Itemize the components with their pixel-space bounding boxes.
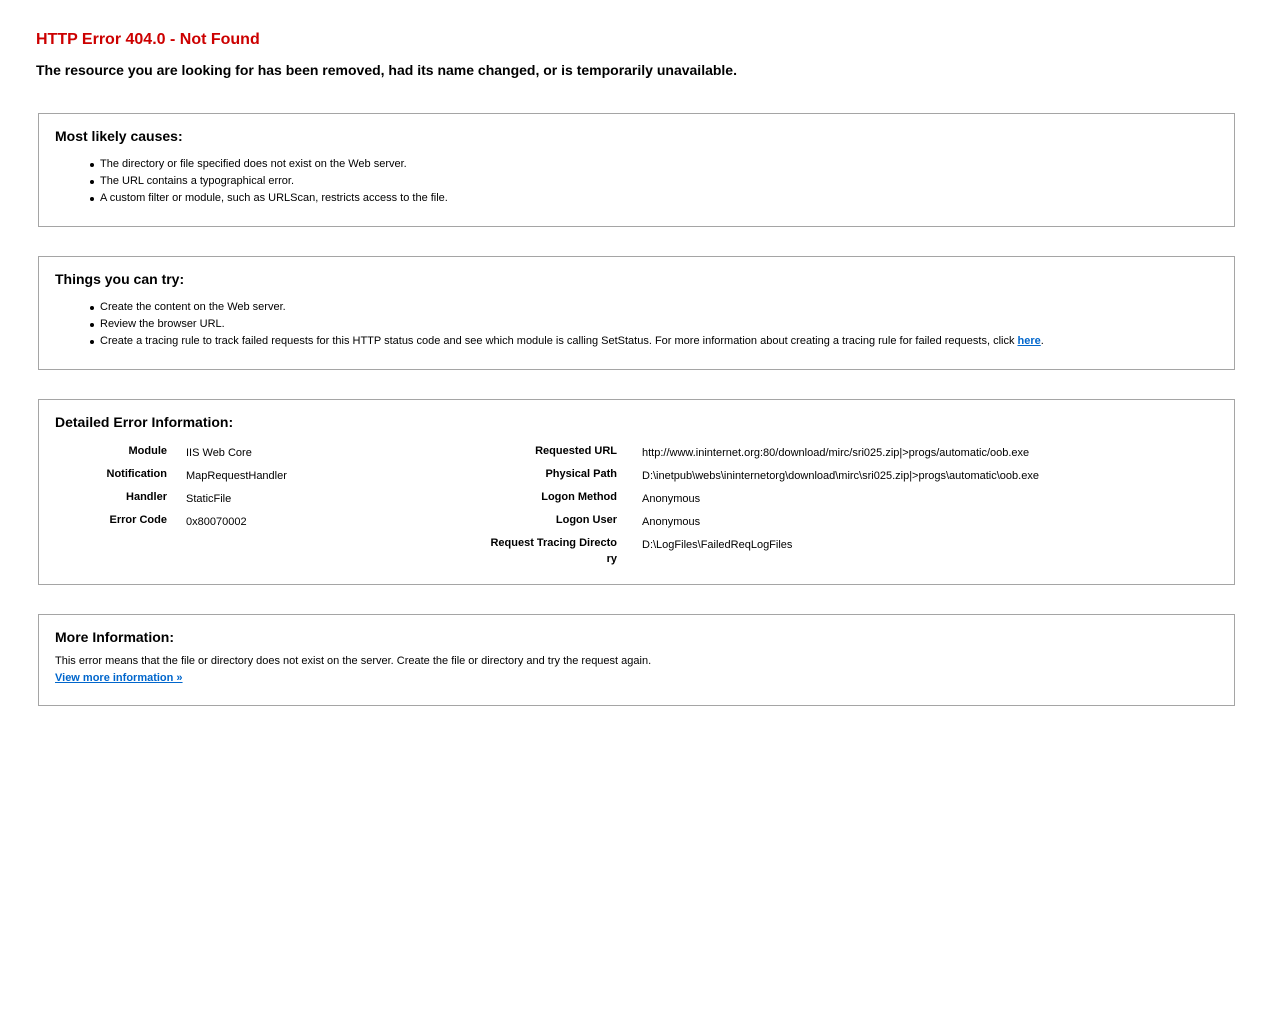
error-subtitle: The resource you are looking for has been removed, had its name changed, or is temporarily unavailable.: [36, 62, 737, 78]
handler-label: Handler: [126, 491, 167, 503]
notification-label: Notification: [106, 468, 167, 480]
module-value: IIS Web Core: [186, 447, 252, 459]
logon-method-value: Anonymous: [642, 493, 701, 505]
logon-method-label: Logon Method: [541, 491, 617, 503]
error-code-value: 0x80070002: [186, 516, 247, 528]
view-more-information-link[interactable]: View more information »: [55, 672, 183, 684]
physical-path-value: D:\inetpub\webs\ininternetorg\download\mirc\sri025.zip|>progs\automatic\oob.exe: [642, 470, 1039, 482]
logon-user-label: Logon User: [555, 514, 617, 526]
requested-url-label: Requested URL: [535, 445, 617, 457]
error-header: [36, 30, 1236, 79]
error-code-label: Error Code: [109, 514, 167, 526]
logon-user-value: Anonymous: [642, 516, 701, 528]
notification-value: MapRequestHandler: [186, 470, 287, 482]
physical-path-label: Physical Path: [545, 468, 617, 480]
tracing-label-line2: ry: [606, 553, 617, 565]
causes-list: [55, 156, 448, 207]
detailed-error-panel: [38, 399, 1235, 585]
things-to-try-panel: [38, 256, 1235, 370]
list-item: The URL contains a typographical error.: [55, 173, 448, 190]
try-heading: Things you can try:: [55, 271, 185, 287]
request-tracing-directory-label: [477, 535, 617, 567]
here-link[interactable]: here: [1017, 335, 1041, 347]
detail-heading: Detailed Error Information:: [55, 414, 234, 430]
tracing-label-line1: Request Tracing Directo: [490, 537, 617, 549]
list-item: Create the content on the Web server.: [55, 299, 1044, 316]
request-tracing-directory-value: D:\LogFiles\FailedReqLogFiles: [642, 539, 793, 551]
causes-panel: [38, 113, 1235, 227]
requested-url-value: http://www.ininternet.org:80/download/mirc/sri025.zip|>progs/automatic/oob.exe: [642, 447, 1030, 459]
causes-heading: Most likely causes:: [55, 128, 183, 144]
tracing-text: Create a tracing rule to track failed requests for this HTTP status code and see which module is calling SetStatus. For more information about creating a tracing rule for failed requests, click: [100, 335, 1018, 347]
tracing-end: .: [1040, 335, 1044, 347]
more-information-panel: [38, 614, 1235, 706]
list-item: Review the browser URL.: [55, 316, 1044, 333]
more-information-text: This error means that the file or directory does not exist on the server. Create the file or directory and try the request again.: [55, 655, 652, 667]
error-title: HTTP Error 404.0 - Not Found: [36, 31, 260, 48]
module-label: Module: [128, 445, 167, 457]
list-item-tracing: [55, 333, 1044, 350]
try-list: [55, 299, 1044, 350]
more-heading: More Information:: [55, 629, 174, 645]
handler-value: StaticFile: [186, 493, 232, 505]
list-item: A custom filter or module, such as URLScan, restricts access to the file.: [55, 190, 448, 207]
list-item: The directory or file specified does not exist on the Web server.: [55, 156, 448, 173]
